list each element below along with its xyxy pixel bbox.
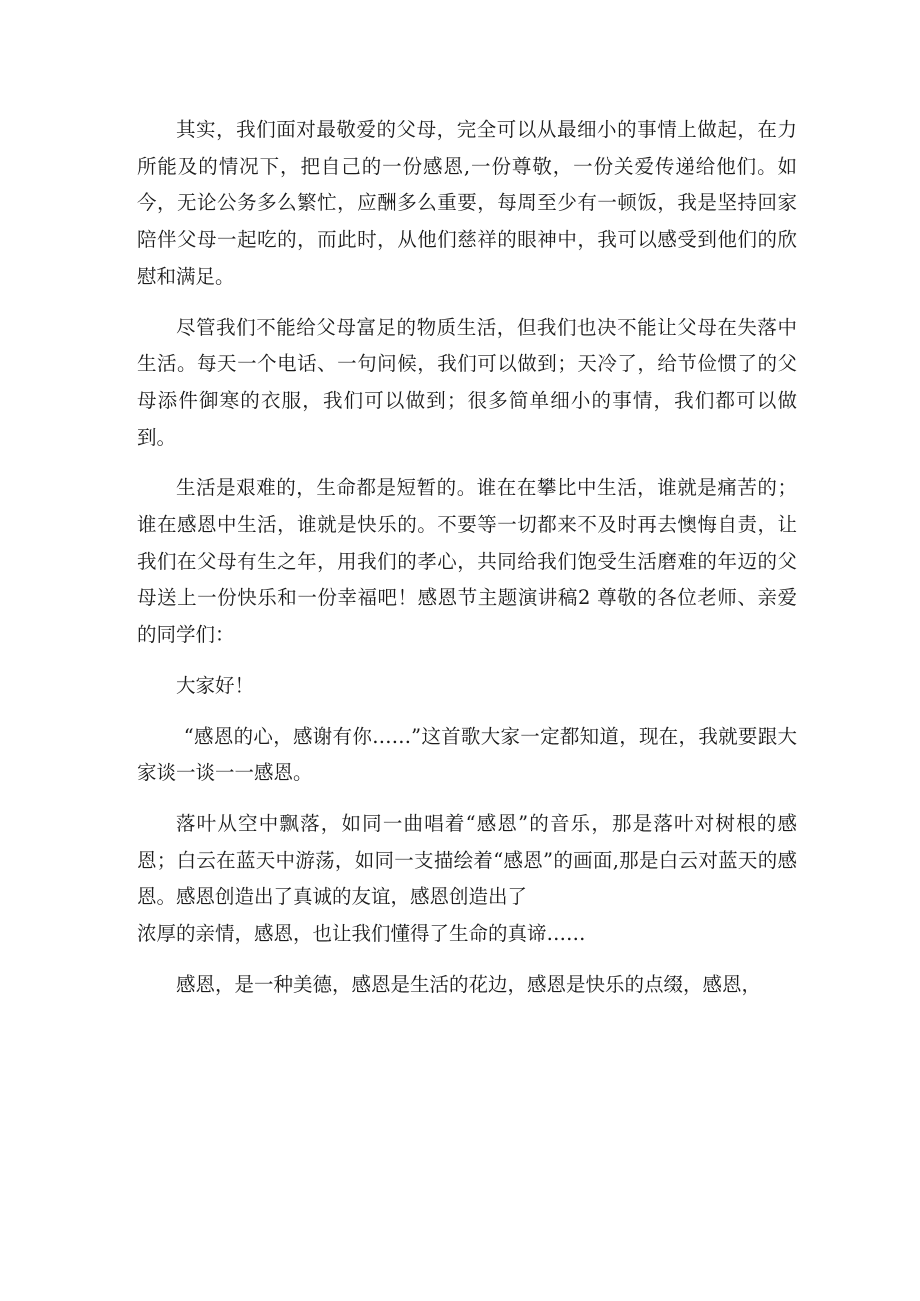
document-body xyxy=(137,112,797,1017)
paragraph-family-affection: 浓厚的亲情，感恩，也让我们懂得了生命的真谛…… xyxy=(137,922,586,946)
paragraph-parents-small-things: 其实，我们面对最敬爱的父母，完全可以从最细小的事情上做起，在力所能及的情况下，把自己的一份感恩,一份尊敬，一份关爱传递给他们。如今，无论公务多么繁忙，应酬多么重要，每周至少有一顿饭，我是坚持回家陪伴父母一起吃的，而此时，从他们慈祥的眼神中，我可以感受到他们的欣慰和满足。 xyxy=(137,118,797,288)
paragraph-falling-leaves: 落叶从空中飘落，如同一曲唱着“感恩”的音乐，那是落叶对树根的感恩；白云在蓝天中游荡，如同一支描绘着“感恩”的画面,那是白云对蓝天的感恩。感恩创造出了真诚的友谊，感恩创造出了 xyxy=(137,811,797,909)
paragraph-gratitude-virtue: 感恩，是一种美德，感恩是生活的花边，感恩是快乐的点缀，感恩， xyxy=(176,972,762,996)
paragraph-song-quote: “感恩的心，感谢有你……”这首歌大家一定都知道，现在，我就要跟大家谈一谈一一感恩。 xyxy=(137,724,797,785)
paragraph-material-life: 尽管我们不能给父母富足的物质生活，但我们也决不能让父母在失落中生活。每天一个电话、一句问候，我们可以做到；天冷了，给节俭惯了的父母添件御寒的衣服，我们可以做到；很多简单细小的事情，我们都可以做到。 xyxy=(137,315,797,449)
paragraph-life-hardship: 生活是艰难的，生命都是短暂的。谁在在攀比中生活，谁就是痛苦的；谁在感恩中生活，谁就是快乐的。不要等一切都来不及时再去懊悔自责，让我们在父母有生之年，用我们的孝心，共同给我们饱受生活磨难的年迈的父母送上一份快乐和一份幸福吧！感恩节主题演讲稿2 尊敬的各位老师、亲爱的同学们： xyxy=(137,476,797,647)
paragraph-greeting: 大家好！ xyxy=(176,673,255,697)
